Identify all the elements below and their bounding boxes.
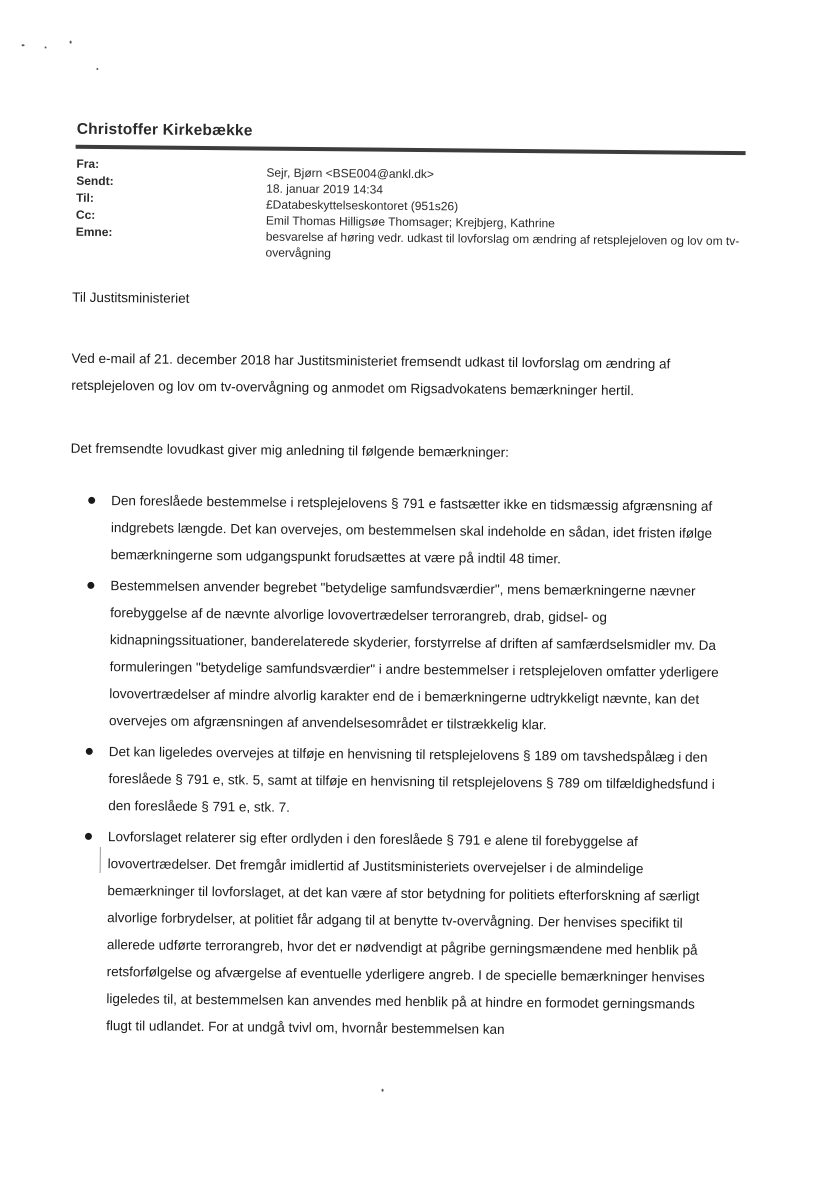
scan-speck [96,68,98,70]
email-header-labels [76,156,114,241]
sent-value: 18. januar 2019 14:34 [266,181,384,197]
sender-name: Christoffer Kirkebække [76,120,253,140]
from-value: Sejr, Bjørn <BSE004@ankl.dk> [266,165,435,182]
remarks-intro-paragraph: Det fremsendte lovudkast giver mig anledning til følgende bemærkninger: [70,440,509,460]
list-item: Lovforslaget relaterer sig efter ordlyden i den foreslåede § 791 e alene til forebyggelse af lovovertrædelser. Det fremgår imidlertid af Justitsministeriets overvejelser i de almindelige bemærkninger til lovforslaget, at det kan være af stor betydning for politiets efterforskning af særligt alvorlige forbrydelser, at politiet får adgang til at benytte tv-overvågning. Der henvises specifikt til allerede udførte terrorangreb, hvor det er nødvendigt at pågribe gerningsmændene med henblik på retsforfølgelse og afværgelse af eventuelle yderligere angreb. I de specielle bemærkninger henvises ligeledes til, at bestemmelsen kan anvendes med henblik på at hindre en formodet gerningsmands flugt til udlandet. For at undgå tvivl om, hvornår bestemmelsen kan [80,823,720,1045]
scan-speck [70,41,72,44]
label-cc: Cc: [75,207,96,222]
intro-paragraph: Ved e-mail af 21. december 2018 har Justitsministeriet fremsendt udkast til lovforslag om ændring af retsplejeloven og lov om tv-overvågning og anmodet om Rigsadvokatens bemærkninger hertil. [71,350,671,399]
remarks-list [80,487,723,1049]
scan-speck [22,44,25,46]
email-header-values [266,165,742,266]
label-subject: Emne: [75,224,113,240]
list-item: Bestemmelsen anvender begrebet "betydelige samfundsværdier", mens bemærkningerne nævner forebyggelse af de nævnte alvorlige lovovertrædelser terrorangreb, drab, gidsel- og kidnapningssituationer, banderelaterede skyderier, forstyrrelse af driften af samfærdselsmidler mv. Da formuleringen "betydelige samfundsværdier" i andre bestemmelser i retsplejeloven omfatter yderligere lovovertrædelser af mindre alvorlig karakter end de i bemærkningerne udtrykkeligt nævnte, kan det overvejes om afgrænsningen af anvendelsesområdet er tilstrækkelig klar. [83,572,723,740]
list-item: Den foreslåede bestemmelse i retsplejelovens § 791 e fastsætter ikke en tidsmæssig afgrænsning af indgrebets længde. Det kan overvejes, om bestemmelsen skal indeholde en sådan, idet fristen ifølge bemærkningerne som udgangspunkt forudsættes at være på indtil 48 timer. [85,487,724,574]
salutation: Til Justitsministeriet [72,289,190,306]
subject-value: besvarelse af høring vedr. udkast til lovforslag om ændring af retsplejeloven og lov om tv-overvågning [265,229,740,261]
cc-value: Emil Thomas Hilligsøe Thomsager; Krejbjerg, Kathrine [265,213,555,231]
list-item: Det kan ligeledes overvejes at tilføje en henvisning til retsplejelovens § 189 om tavshedspålæg i den foreslåede § 791 e, stk. 5, samt at tilføje en henvisning til retsplejelovens § 789 om tilfældighedsfund i den foreslåede § 791 e, stk. 7. [82,738,721,825]
to-value: £Databeskyttelseskontoret (951s26) [265,197,459,214]
label-sent: Sendt: [76,173,114,189]
label-from: Fra: [76,156,100,171]
header-divider [76,145,746,155]
label-to: Til: [76,190,94,205]
scan-speck [45,46,47,48]
scan-speck [382,1089,384,1092]
